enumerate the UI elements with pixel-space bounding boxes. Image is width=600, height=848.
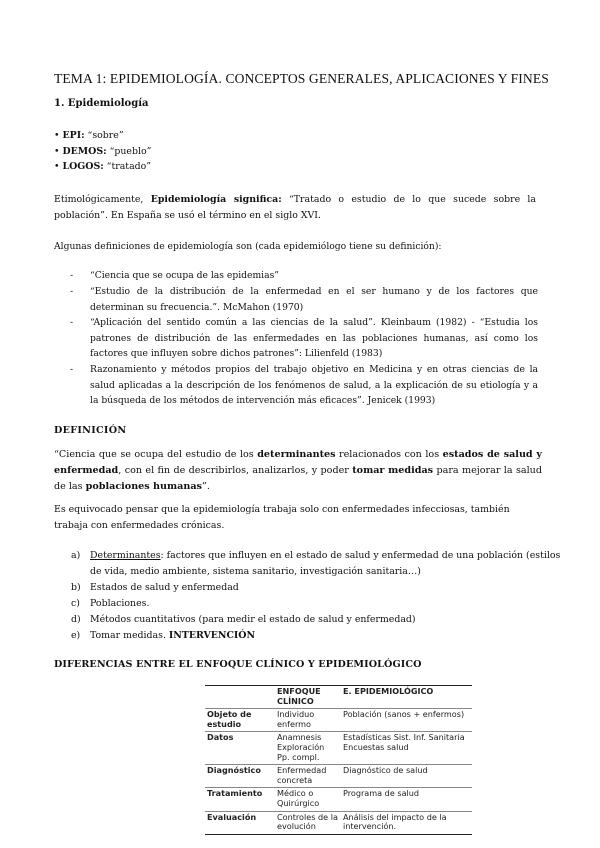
table-row: Datos Anamnesis Exploración Pp. compl. Estadísticas Sist. Inf. Sanitaria Encuestas salud <box>205 732 472 765</box>
table-row: Tratamiento Médico o Quirúrgico Programa de salud <box>205 788 472 811</box>
list-item: d) Métodos cuantitativos (para medir el estado de salud y enfermedad) <box>71 614 416 625</box>
page-title: TEMA 1: EPIDEMIOLOGÍA. CONCEPTOS GENERALES, APLICACIONES Y FINES <box>54 71 549 86</box>
root-item: • LOGOS: “tratado” <box>54 161 152 172</box>
section-heading-epidemiologia: 1. Epidemiología <box>54 98 149 109</box>
etymology-roots <box>54 128 151 175</box>
components-list <box>71 548 561 644</box>
etymology-paragraph: Etimológicamente, Epidemiología significa: “Tratado o estudio de lo que sucede sobre la población”. En España se usó el término en el siglo XVI. <box>54 194 537 221</box>
misconception-paragraph: Es equivocado pensar que la epidemiología trabaja solo con enfermedades infecciosas, también trabaja con enfermedades crónicas. <box>54 504 510 531</box>
definition-heading: DEFINICIÓN <box>54 425 127 436</box>
table-row: Diagnóstico Enfermedad concreta Diagnóstico de salud <box>205 765 472 788</box>
definitions-list <box>70 268 540 409</box>
table-header-row: ENFOQUE CLÍNICO E. EPIDEMIOLÓGICO <box>205 686 472 709</box>
definition-paragraph: “Ciencia que se ocupa del estudio de los determinantes relacionados con los estados de salud y enfermedad, con el fin de describirlos, analizarlos, y poder tomar medidas para mejorar la salud de las poblaciones humanas”. <box>54 449 543 492</box>
list-item: b) Estados de salud y enfermedad <box>71 582 239 593</box>
list-item: c) Poblaciones. <box>71 598 150 609</box>
differences-heading: DIFERENCIAS ENTRE EL ENFOQUE CLÍNICO Y EPIDEMIOLÓGICO <box>54 659 422 670</box>
list-item: a) Determinantes: factores que influyen en el estado de salud y enfermedad de una población (estilos de vida, medio ambiente, sistema sanitario, investigación sanitaria…) <box>71 550 561 577</box>
table-row: Objeto de estudio Individuo enfermo Población (sanos + enfermos) <box>205 709 472 732</box>
list-item: e) Tomar medidas. INTERVENCIÓN <box>71 630 256 641</box>
list-item: - “Ciencia que se ocupa de las epidemias” <box>70 270 280 281</box>
comparison-table <box>205 685 472 835</box>
table-row: Evaluación Controles de la evolución Análisis del impacto de la intervención. <box>205 811 472 834</box>
root-item: • EPI: “sobre” <box>54 130 124 141</box>
list-item: - “Aplicación del sentido común a las ciencias de la salud”. Kleinbaum (1982) - “Estudia los patrones de distribución de las enfermedades en las poblaciones humanas, así como los factores que influyen sobre dichos patrones”: Lilienfeld (1983) <box>70 317 538 359</box>
definitions-intro: Algunas definiciones de epidemiología son (cada epidemiólogo tiene su definición): <box>54 241 442 252</box>
root-item: • DEMOS: “pueblo” <box>54 145 152 157</box>
list-item: - Razonamiento y métodos propios del trabajo objetivo en Medicina y en otras ciencias de la salud aplicadas a la descripción de los fenómenos de salud, a la explicación de su etiología y a la búsqueda de los métodos de intervención más eficaces”. Jenicek (1993) <box>70 364 538 406</box>
list-item: - “Estudio de la distribución de la enfermedad en el ser humano y de los factores que determinan su frecuencia.”. McMahon (1970) <box>70 286 538 313</box>
